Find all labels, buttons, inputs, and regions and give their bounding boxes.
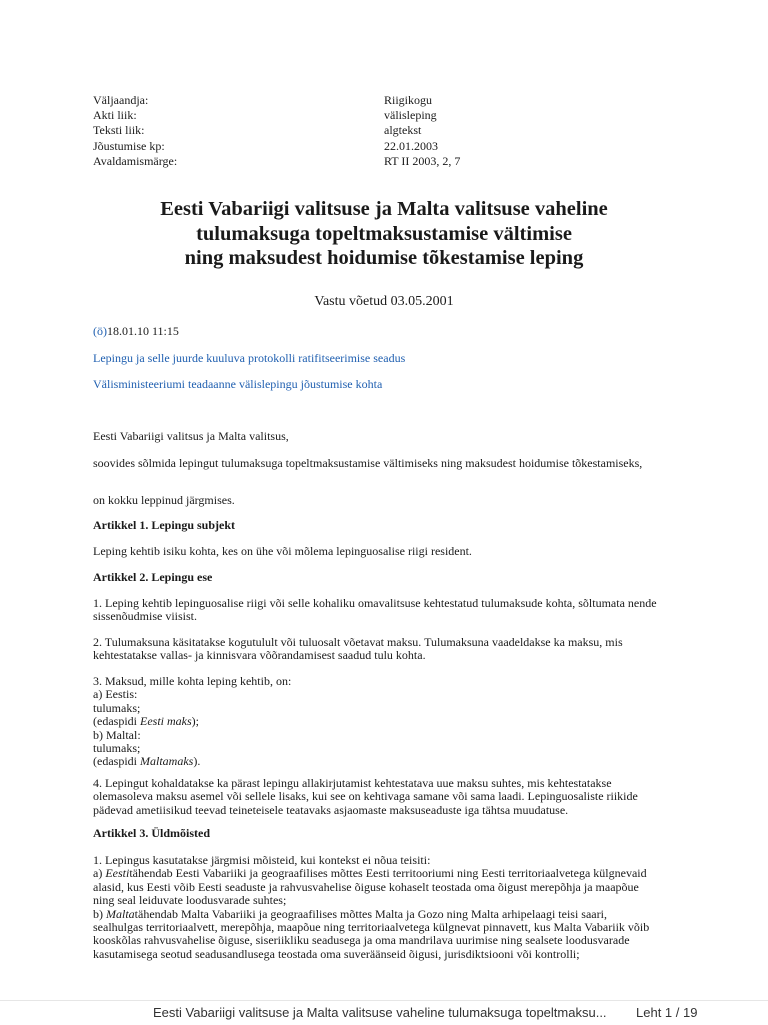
taxes-estonia: a) Eestis:	[93, 687, 138, 702]
article-1-heading: Artikkel 1. Lepingu subjekt	[93, 518, 236, 532]
amendment-date: 18.01.10 11:15	[107, 324, 179, 338]
article-2-para-4: 4. Lepingut kohaldatakse ka pärast lepingu allakirjutamist kehtestatava uue maksu suhtes, mis kehtestatakse olemasoleva maksu asemel või sellele lisaks, kui see on kehtivaga samane või sama laadi. Lepinguosaliste riikide pädevad ametiisikud teevad teineteisele teatavaks asjaomaste maksuseaduste iga tähtsa muudatuse.	[93, 776, 638, 817]
metadata-row	[93, 108, 460, 123]
metadata-value: 22.01.2003	[384, 138, 438, 153]
ref-suffix: ).	[193, 754, 201, 769]
def-text: tähendab Malta Vabariiki ja geograafilises mõttes Malta ja Gozo ning Malta arhipelaagi teisi saari, sealhulgas territoriaalvett, merepõhja, maapõue ning territoriaalvetega külgnevat pinnavett, kus Malta Vabariik võib kooskõlas rahvusvahelise õiguse, siseriikliku seadusega ja oma mandrilava uurimise ning sealsete loodusvarade kasutamisega seotud seadusandlusega teostada oma suveräänseid õigusi, jurisdiktsiooni või kontrolli;	[93, 906, 650, 961]
viewer-footer-bar	[0, 1000, 768, 1025]
title-line: tulumaksuga topeltmaksustamise vältimise	[196, 222, 572, 245]
ref-term: Eesti maks	[140, 714, 192, 729]
def-text: tähendab Eesti Vabariiki ja geograafilises mõttes Eesti territooriumi ning Eesti territoriaalvetega külgnevaid alasid, kus Eesti võib Eesti seaduste ja rahvusvahelise õiguse kohaselt teostada oma õigust merepõhja ja maapõue ning seal leiduvate loodusvarade suhtes;	[93, 866, 647, 908]
preamble-agreement: on kokku leppinud järgmises.	[93, 493, 235, 507]
definition-malta	[93, 908, 653, 962]
amendment-link[interactable]: (ö)	[93, 324, 107, 338]
def-prefix: b)	[93, 906, 106, 921]
metadata-key: Teksti liik:	[93, 123, 145, 138]
taxes-malta-ref	[93, 755, 683, 768]
definitions-intro: 1. Lepingus kasutatakse järgmisi mõisteid, kui kontekst ei nõua teisiti:	[93, 853, 431, 867]
title-line: ning maksudest hoidumise tõkestamise leping	[184, 247, 584, 269]
taxes-estonia-ref	[93, 715, 683, 728]
ref-prefix: (edaspidi	[93, 754, 140, 769]
notice-link-wrap	[93, 378, 382, 391]
metadata-value: Riigikogu	[384, 93, 433, 107]
article-2-para-2: 2. Tulumaksuna käsitatakse kogutulult või tuluosalt võetavat maksu. Tulumaksuna vaadeldakse ka maksu, mis kehtestatakse vallas- ja kinnisvara võõrandamisest saadud tulu kohta.	[93, 635, 623, 663]
taxes-malta-tax: tulumaks;	[93, 741, 141, 756]
amendment-marker	[93, 325, 179, 338]
page-counter: Leht 1 / 19	[636, 1005, 698, 1020]
article-2-para-3	[93, 675, 683, 769]
def-term: Eesti	[105, 866, 130, 881]
entry-into-force-notice-link[interactable]: Välisministeeriumi teadaanne välislepingu jõustumise kohta	[93, 377, 383, 391]
ref-suffix: );	[191, 714, 199, 729]
metadata-key: Avaldamismärge:	[93, 153, 178, 168]
article-2-para-1: 1. Leping kehtib lepinguosalise riigi või selle kohaliku omavalitsuse kehtestatud tulumaksude kohta, sõltumata nende sissenõudmise viisist.	[93, 596, 657, 624]
metadata-value: RT II 2003, 2, 7	[384, 153, 461, 168]
adoption-date: Vastu võetud 03.05.2001	[314, 294, 454, 309]
title-line: Eesti Vabariigi valitsuse ja Malta valitsuse vaheline	[160, 198, 608, 220]
article-2-heading: Artikkel 2. Lepingu ese	[93, 570, 213, 584]
article-3-definitions	[93, 854, 653, 961]
taxes-malta: b) Maltal:	[93, 727, 141, 742]
ratification-law-link[interactable]: Lepingu ja selle juurde kuuluva protokolli ratifitseerimise seadus	[93, 351, 406, 365]
metadata-key: Jõustumise kp:	[93, 138, 165, 153]
document-title	[0, 197, 768, 271]
preamble-purpose: soovides sõlmida lepingut tulumaksuga topeltmaksustamise vältimiseks ning maksudest hoidumise tõkestamiseks,	[93, 456, 643, 470]
definition-estonia	[93, 867, 653, 907]
def-term: Malta	[106, 906, 135, 921]
def-prefix: a)	[93, 866, 106, 881]
taxes-estonia-tax: tulumaks;	[93, 700, 141, 715]
article-1-text: Leping kehtib isiku kohta, kes on ühe või mõlema lepinguosalise riigi resident.	[93, 544, 472, 558]
taxes-intro: 3. Maksud, mille kohta leping kehtib, on:	[93, 674, 292, 688]
metadata-value: algtekst	[384, 123, 422, 138]
metadata-row	[93, 93, 460, 108]
metadata-table	[93, 93, 460, 169]
ref-term: Maltamaks	[140, 754, 194, 769]
metadata-key: Väljaandja:	[93, 93, 149, 107]
article-3-heading: Artikkel 3. Üldmõisted	[93, 826, 210, 840]
ref-prefix: (edaspidi	[93, 714, 140, 729]
law-link-wrap	[93, 352, 405, 365]
metadata-row	[93, 154, 460, 169]
metadata-value: välisleping	[384, 108, 437, 123]
footer-document-title: Eesti Vabariigi valitsuse ja Malta valitsuse vaheline tulumaksuga topeltmaksu...	[153, 1005, 607, 1020]
preamble-party-line: Eesti Vabariigi valitsus ja Malta valitsus,	[93, 429, 289, 443]
metadata-key: Akti liik:	[93, 108, 137, 123]
metadata-row	[93, 123, 460, 138]
metadata-row	[93, 139, 460, 154]
